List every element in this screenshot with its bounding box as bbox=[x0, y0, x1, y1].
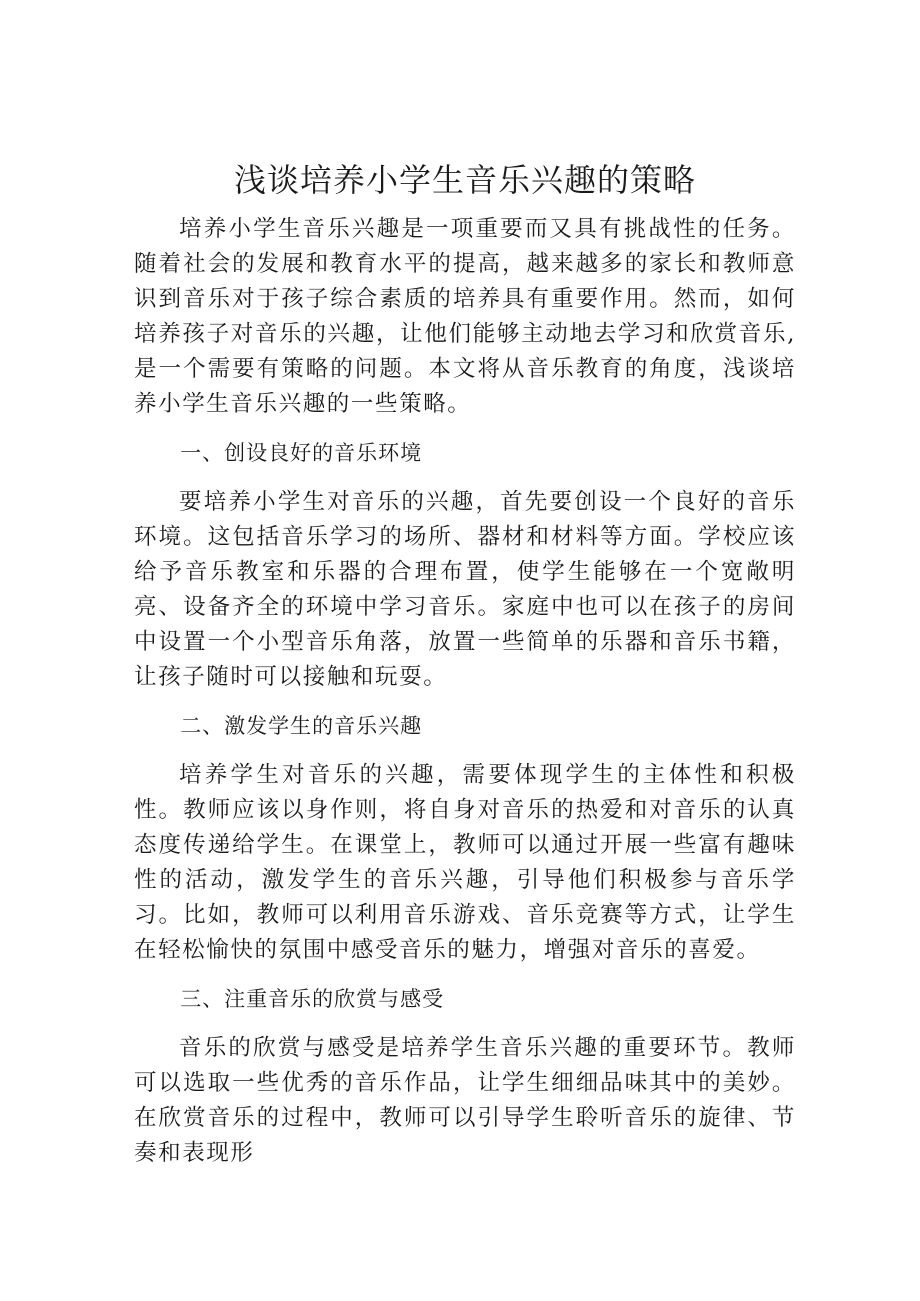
section-3-body: 音乐的欣赏与感受是培养学生音乐兴趣的重要环节。教师可以选取一些优秀的音乐作品，让学生细细品味其中的美妙。在欣赏音乐的过程中，教师可以引导学生聆听音乐的旋律、节奏和表现形 bbox=[134, 1035, 796, 1166]
section-1-heading: 一、创设良好的音乐环境 bbox=[180, 441, 423, 465]
intro-paragraph: 培养小学生音乐兴趣是一项重要而又具有挑战性的任务。随着社会的发展和教育水平的提高，越来越多的家长和教师意识到音乐对于孩子综合素质的培养具有重要作用。然而，如何培养孩子对音乐的兴趣，让他们能够主动地去学习和欣赏音乐,是一个需要有策略的问题。本文将从音乐教育的角度，浅谈培养小学生音乐兴趣的一些策略。 bbox=[134, 216, 796, 417]
document-page bbox=[134, 158, 796, 1185]
section-2-heading: 二、激发学生的音乐兴趣 bbox=[180, 714, 423, 738]
section-1-body: 要培养小学生对音乐的兴趣，首先要创设一个良好的音乐环境。这包括音乐学习的场所、器材和材料等方面。学校应该给予音乐教室和乐器的合理布置，使学生能够在一个宽敞明亮、设备齐全的环境中学习音乐。家庭中也可以在孩子的房间中设置一个小型音乐角落，放置一些简单的乐器和音乐书籍，让孩子随时可以接触和玩耍。 bbox=[134, 489, 796, 690]
section-2-body: 培养学生对音乐的兴趣，需要体现学生的主体性和积极性。教师应该以身作则，将自身对音乐的热爱和对音乐的认真态度传递给学生。在课堂上，教师可以通过开展一些富有趣味性的活动，激发学生的音乐兴趣，引导他们积极参与音乐学习。比如，教师可以利用音乐游戏、音乐竞赛等方式，让学生在轻松愉快的氛围中感受音乐的魅力，增强对音乐的喜爱。 bbox=[134, 762, 796, 963]
section-3-heading: 三、注重音乐的欣赏与感受 bbox=[180, 987, 445, 1011]
document-title: 浅谈培养小学生音乐兴趣的策略 bbox=[233, 161, 696, 199]
